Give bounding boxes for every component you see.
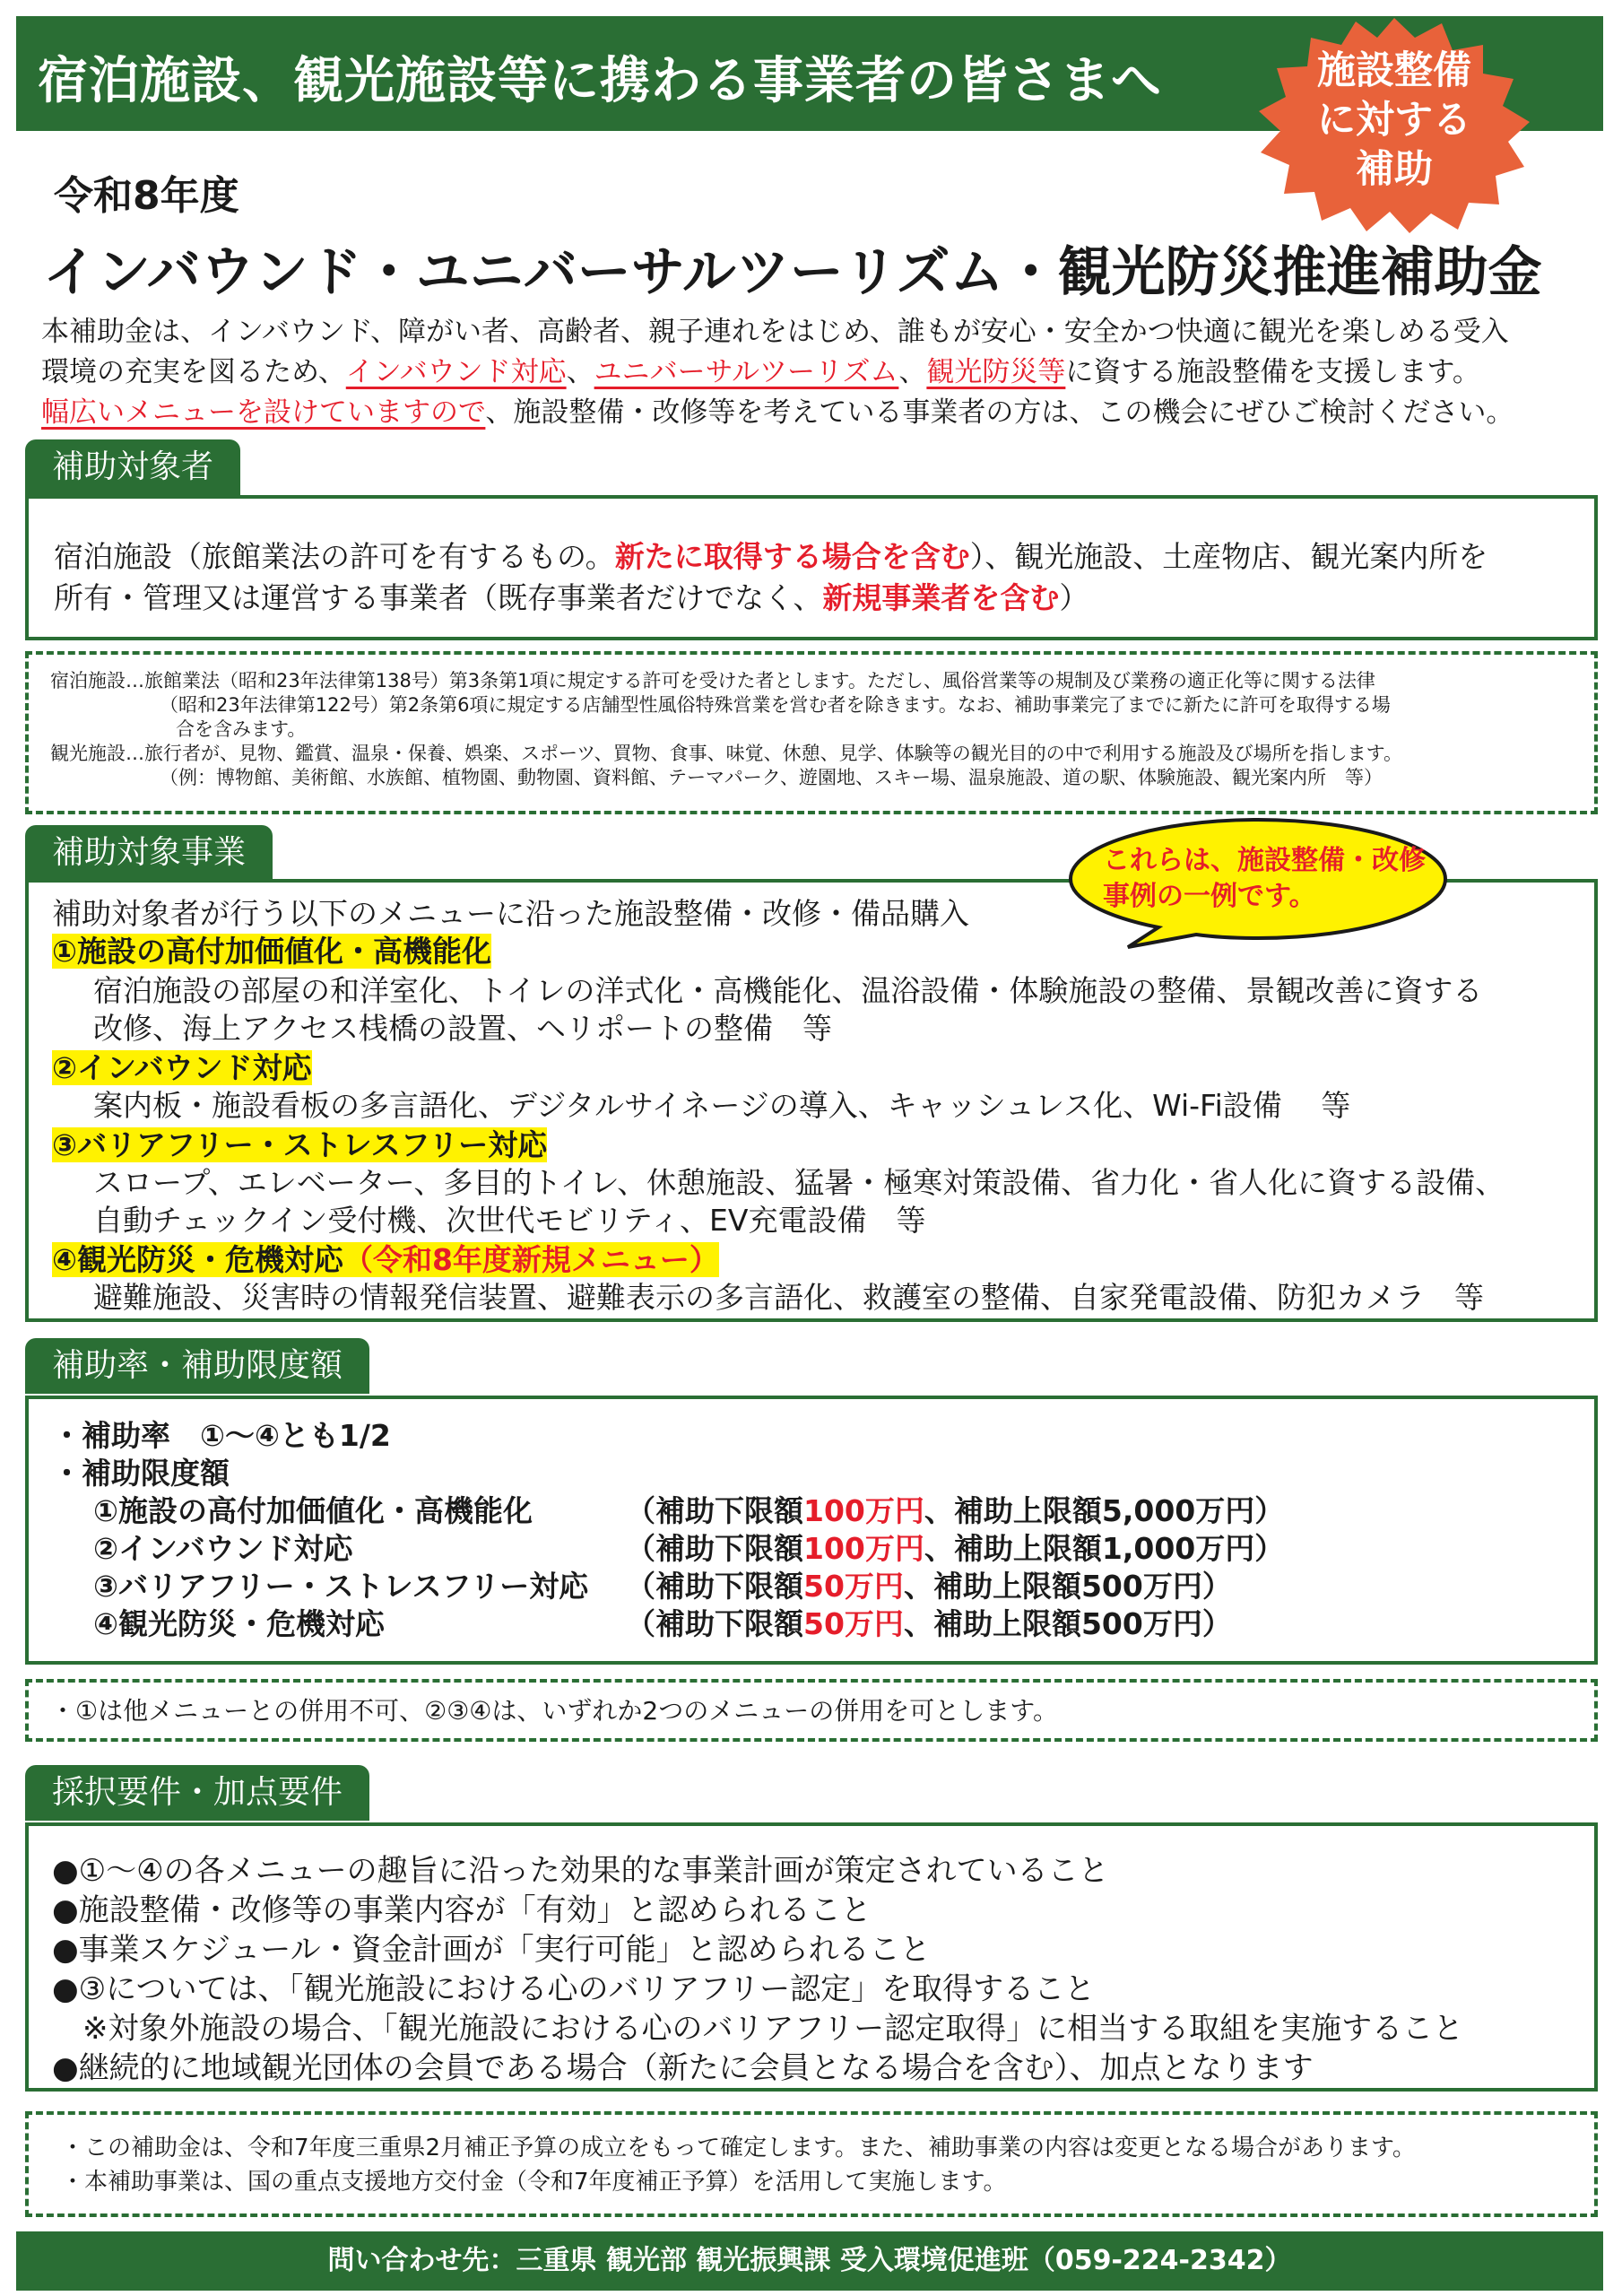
badge-line-3: 補助 [1356,147,1433,192]
amount-pre: （補助下限額 [626,1493,803,1528]
requirement-item: ※対象外施設の場合、「観光施設における心のバリアフリー認定取得」に相当する取組を実施すること [52,2011,1464,2047]
amount-pre: （補助下限額 [626,1531,803,1566]
requirements-box [25,1822,1598,2092]
requirement-item: ●継続的に地域観光団体の会員である場合（新たに会員となる場合を含む）、加点となります [52,2050,1314,2086]
limit-row-amount [626,1492,1284,1530]
intro-text: 環境の充実を図るため、 [41,356,346,388]
amount-min: 50万円 [803,1569,904,1604]
intro-line-3 [41,393,1601,433]
menu-3-desc: 自動チェックイン受付機、次世代モビリティ、EV充電設備 等 [93,1203,926,1238]
limit-row-name: ③バリアフリー・ストレスフリー対応 [93,1569,589,1604]
menu-4-highlight [52,1242,719,1277]
badge-line-2: に対する [1317,98,1471,143]
intro-text: に資する施設整備を支援します。 [1065,356,1480,388]
starburst-badge-text [1255,47,1533,195]
amount-post: 、補助上限額5,000万円） [924,1493,1285,1528]
rates-box [25,1396,1598,1665]
highlight-inbound: インバウンド対応 [345,356,567,388]
limit-row-amount [626,1605,1232,1643]
limit-row-name: ②インバウンド対応 [93,1531,353,1566]
note-line: 観光施設…旅行者が、見物、鑑賞、温泉・保養、娯楽、スポーツ、買物、食事、味覚、休憩、見学、体験等の観光目的の中で利用する施設及び場所を指します。 [50,743,1403,764]
limit-label: ・補助限度額 [52,1456,230,1491]
amount-pre: （補助下限額 [626,1569,803,1604]
highlight-disaster: 観光防災等 [926,356,1066,388]
limit-row-name: ④観光防災・危機対応 [93,1606,385,1641]
menu-2-heading [52,1049,312,1087]
intro-text: 、 [898,356,927,388]
eligible-box [25,495,1598,640]
requirement-item: ●事業スケジュール・資金計画が「実行可能」と認められること [52,1932,931,1968]
amount-post: 、補助上限額1,000万円） [924,1531,1285,1566]
header-title: 宿泊施設、観光施設等に携わる事業者の皆さまへ [38,52,1162,110]
menu-4-desc: 避難施設、災害時の情報発信装置、避難表示の多言語化、救護室の整備、自家発電設備、防犯カメラ 等 [93,1280,1484,1315]
intro-line-1: 本補助金は、インバウンド、障がい者、高齢者、親子連れをはじめ、誰もが安心・安全かつ快適に観光を楽しめる受入 [41,316,1509,348]
intro-line-2 [41,352,1601,393]
bubble-line-1: これらは、施設整備・改修 [1103,845,1426,876]
limit-row-name: ①施設の高付加価値化・高機能化 [93,1493,533,1528]
limit-row-amount [626,1530,1284,1568]
eligible-highlight: 新たに取得する場合を含む [614,539,970,574]
speech-bubble-text [1103,843,1426,915]
contact-footer: 問い合わせ先：三重県 観光部 観光振興課 受入環境促進班（059-224-2342） [16,2231,1603,2291]
rates-note-box [25,1679,1598,1742]
intro-text: 、施設整備・改修等を考えている事業者の方は、この機会にぜひご検討ください。 [485,396,1514,429]
intro-paragraph [41,312,1601,433]
section-tab-eligible: 補助対象者 [25,439,240,495]
note-line: （例：博物館、美術館、水族館、植物園、動物園、資料館、テーマパーク、遊園地、スキー場、温泉施設、道の駅、体験施設、観光案内所 等） [160,767,1383,788]
rates-note: ・①は他メニューとの併用不可、②③④は、いずれか2つのメニューの併用を可とします。 [50,1696,1058,1726]
menu-1-desc: 宿泊施設の部屋の和洋室化、トイレの洋式化・高機能化、温浴設備・体験施設の整備、景観改善に資する [93,973,1483,1008]
requirement-item: ●①～④の各メニューの趣旨に沿った効果的な事業計画が策定されていること [52,1853,1109,1889]
eligible-line-1 [54,536,1488,578]
menu-1-desc: 改修、海上アクセス桟橋の設置、ヘリポートの整備 等 [93,1011,833,1046]
footnote: ・この補助金は、令和7年度三重県2月補正予算の成立をもって確定します。また、補助事業の内容は変更となる場合があります。 [61,2135,1416,2161]
amount-post: 、補助上限額500万円） [903,1569,1232,1604]
intro-text: 、 [566,356,594,388]
eligible-text-part: 宿泊施設（旅館業法の許可を有するもの。 [54,539,615,574]
footnotes-box [25,2111,1598,2217]
menu-3-desc: スロープ、エレベーター、多目的トイレ、休憩施設、猛暑・極寒対策設備、省力化・省人化に資する設備、 [93,1165,1505,1200]
eligible-text-part: 所有・管理又は運営する事業者（既存事業者だけでなく、 [54,580,823,615]
eligible-text [54,536,1488,619]
menu-3-heading [52,1126,547,1164]
bubble-line-2: 事例の一例です。 [1103,881,1316,912]
note-line: 合を含みます。 [176,718,307,740]
eligible-notes [25,651,1598,814]
highlight-universal: ユニバーサルツーリズム [594,356,899,388]
menu-1-heading [52,933,491,970]
requirement-item: ●③については、「観光施設における心のバリアフリー認定」を取得すること [52,1971,1096,2007]
note-line: （昭和23年法律第122号）第2条第6項に規定する店舗型性風俗特殊営業を営む者を除きます。なお、補助事業完了までに新たに許可を取得する場 [160,694,1391,716]
menu-3-label: ③バリアフリー・ストレスフリー対応 [52,1127,548,1162]
section-tab-requirements: 採択要件・加点要件 [25,1765,369,1821]
menu-2-label: ②インバウンド対応 [52,1050,312,1085]
page-title: インバウンド・ユニバーサルツーリズム・観光防災推進補助金 [43,241,1542,304]
amount-min: 100万円 [803,1493,924,1528]
limit-row-amount [626,1568,1232,1605]
amount-min: 50万円 [803,1606,904,1641]
amount-min: 100万円 [803,1531,924,1566]
menu-4-heading [52,1241,719,1279]
eligible-text-part: ） [1059,580,1089,615]
fiscal-year: 令和8年度 [54,173,239,219]
requirement-item: ●施設整備・改修等の事業内容が「有効」と認められること [52,1892,872,1928]
section-tab-rates: 補助率・補助限度額 [25,1338,369,1394]
menu-4-label: ④観光防災・危機対応 [52,1242,343,1277]
eligible-highlight: 新規事業者を含む [822,580,1060,615]
menu-2-desc: 案内板・施設看板の多言語化、デジタルサイネージの導入、キャッシュレス化、Wi-Fi設備 等 [93,1088,1351,1123]
amount-pre: （補助下限額 [626,1606,803,1641]
eligible-line-2 [54,578,1488,619]
projects-lead: 補助対象者が行う以下のメニューに沿った施設整備・改修・備品購入 [52,896,969,931]
highlight-wide-menu: 幅広いメニューを設けていますので [41,396,486,429]
section-tab-projects: 補助対象事業 [25,825,273,881]
badge-line-1: 施設整備 [1317,48,1471,93]
rate-line: ・補助率 ①～④とも1/2 [52,1418,391,1453]
menu-1-label: ①施設の高付加価値化・高機能化 [52,934,491,969]
amount-post: 、補助上限額500万円） [903,1606,1232,1641]
footnote: ・本補助事業は、国の重点支援地方交付金（令和7年度補正予算）を活用して実施します。 [61,2169,1007,2196]
eligible-text-part: ）、観光施設、土産物店、観光案内所を [969,539,1488,574]
note-line: 宿泊施設…旅館業法（昭和23年法律第138号）第3条第1項に規定する許可を受けた者とします。ただし、風俗営業等の規制及び業務の適正化等に関する法律 [50,670,1375,691]
new-menu-badge: （令和8年度新規メニュー） [343,1242,719,1277]
